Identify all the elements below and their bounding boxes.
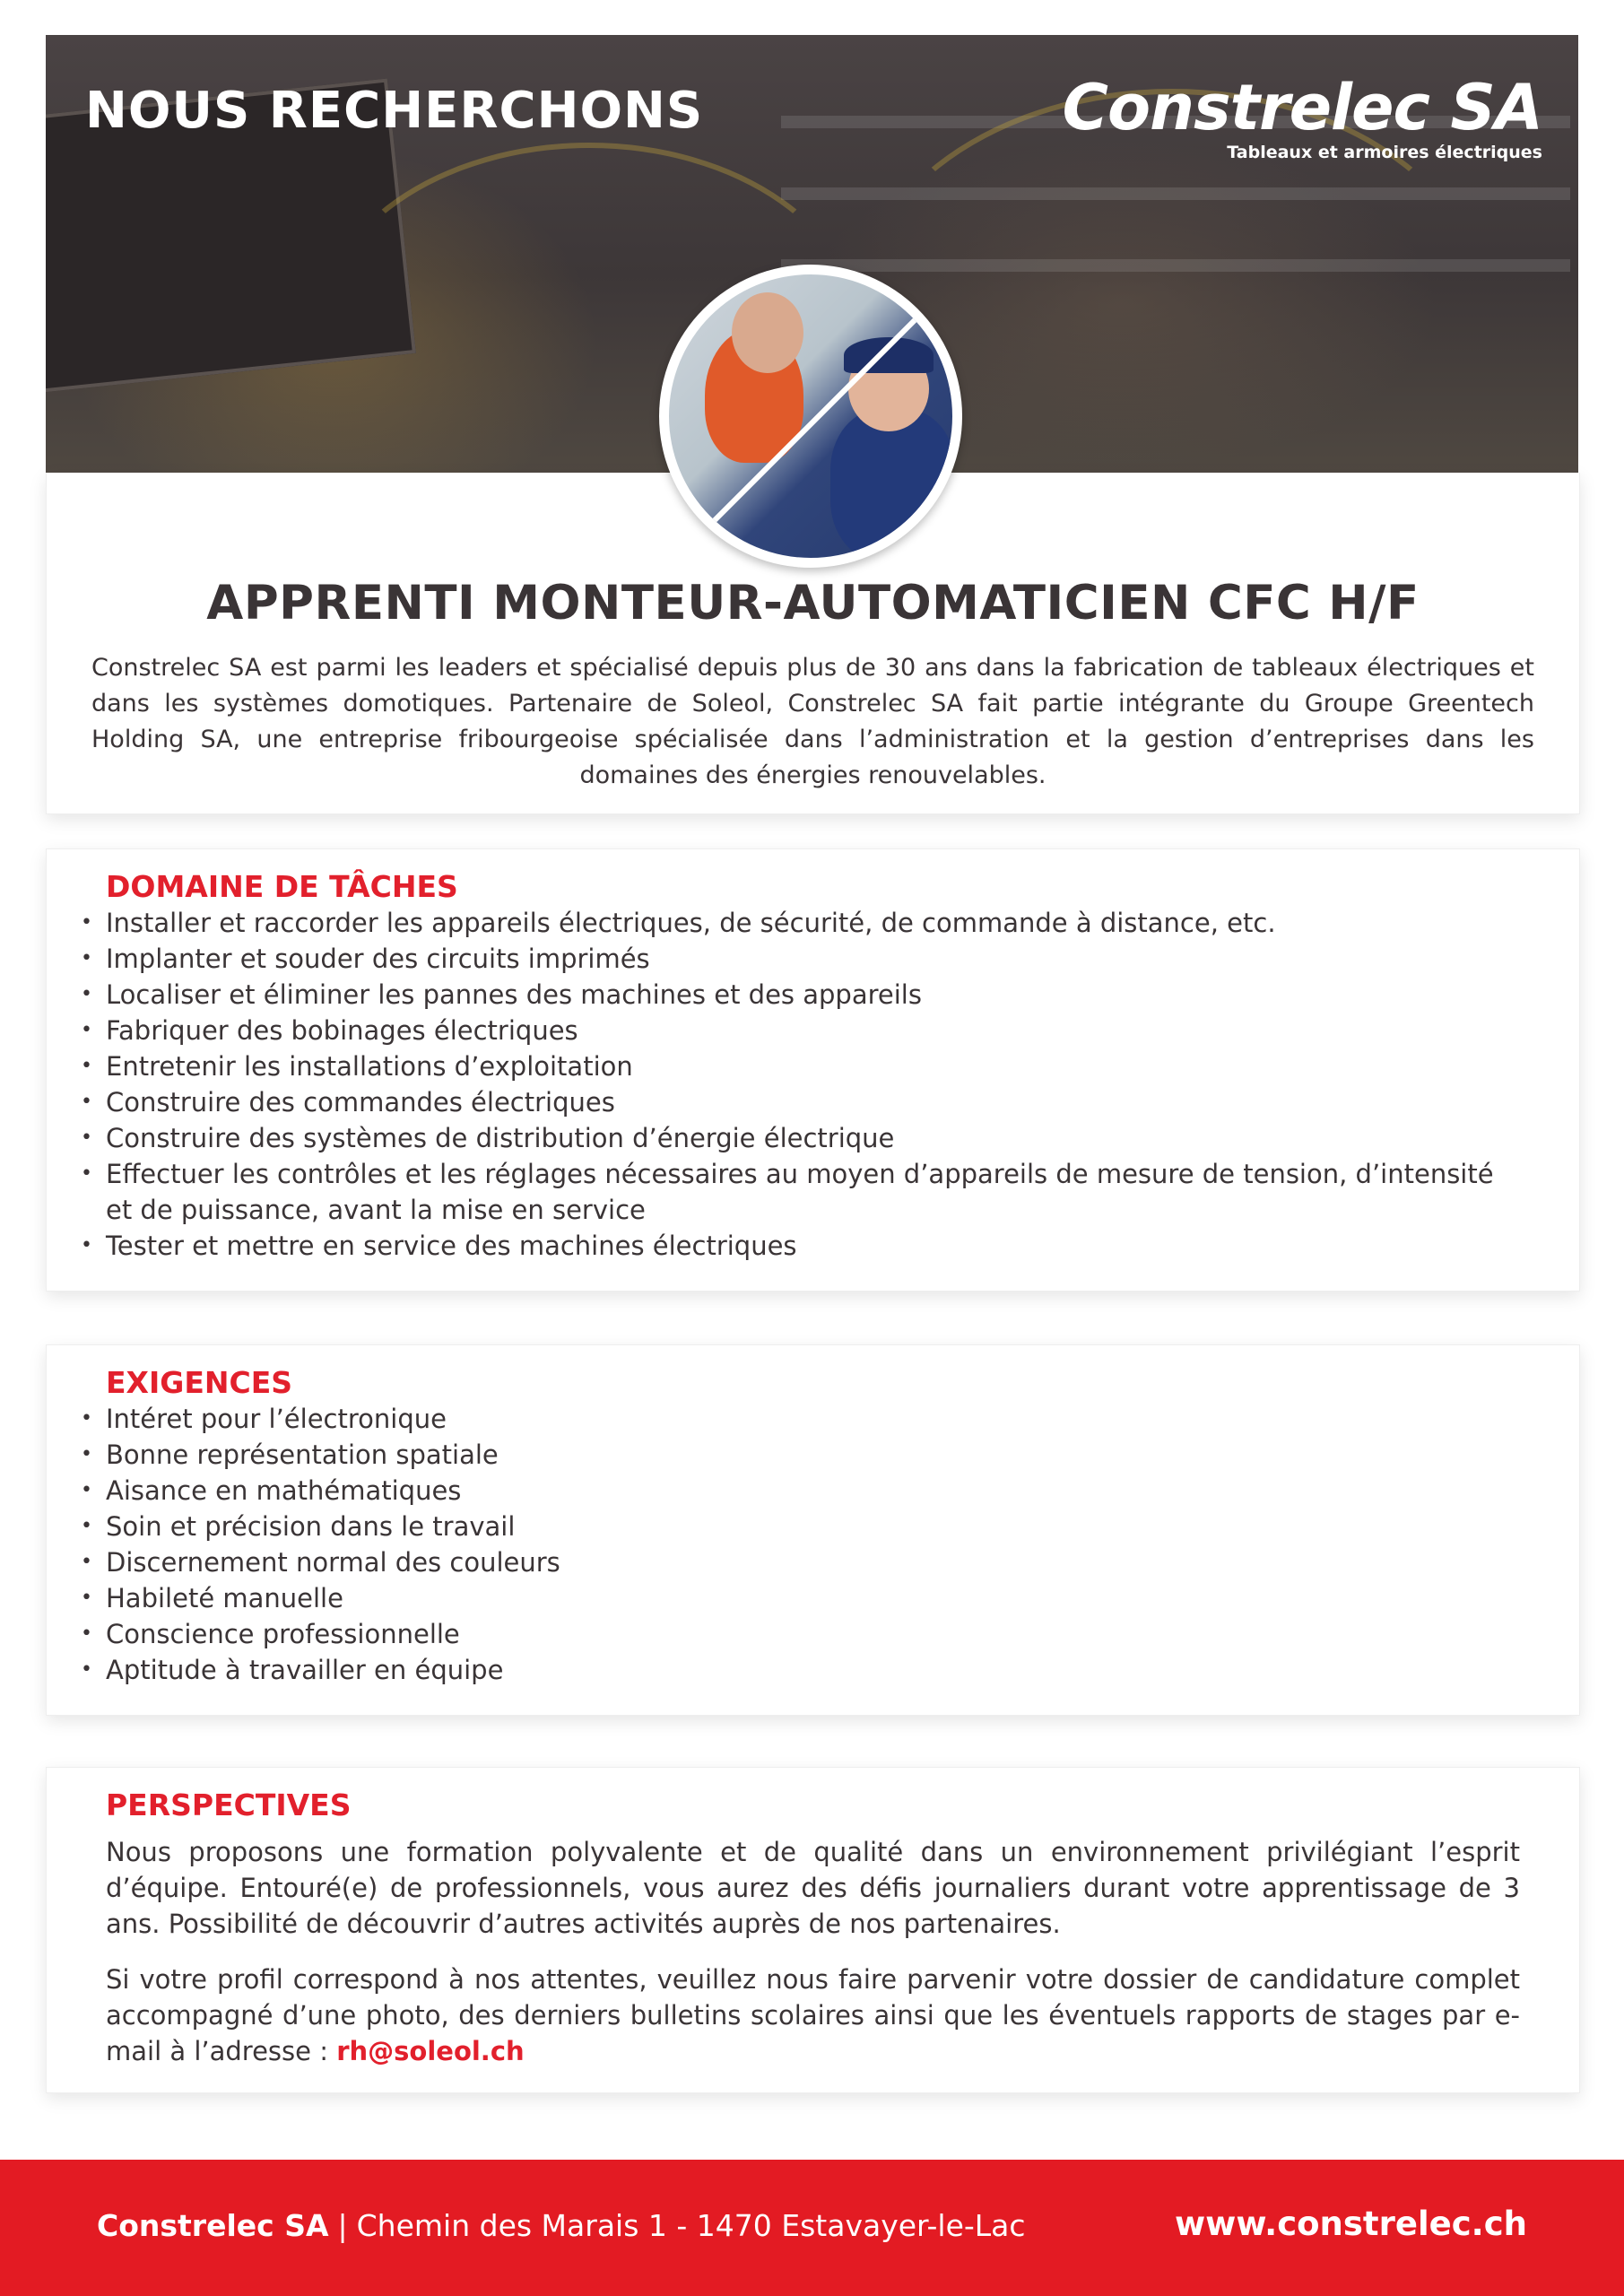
application-paragraph	[106, 1961, 1520, 2069]
logo-tagline: Tableaux et armoires électriques	[1227, 143, 1542, 162]
footer-bar	[0, 2160, 1624, 2296]
list-item: • Installer et raccorder les appareils électriques, de sécurité, de commande à distance, etc.	[106, 905, 1525, 941]
tasks-card	[46, 848, 1580, 1292]
page-heading: NOUS RECHERCHONS	[85, 82, 704, 140]
perspectives-title: PERSPECTIVES	[106, 1787, 352, 1822]
requirements-list	[47, 1401, 1579, 1688]
list-item: • Aptitude à travailler en équipe	[106, 1652, 1525, 1688]
company-description: Constrelec SA est parmi les leaders et spécialisé depuis plus de 30 ans dans la fabrication de tableaux électriques et dans les systèmes domotiques. Partenaire de Soleol, Constrelec SA fait partie intégrante du Groupe Greentech Holding SA, une entreprise fribourgeoise spécialisée dans l’administration et la gestion d’entreprises dans les domaines des énergies renouvelables.	[91, 654, 1534, 789]
list-item: • Tester et mettre en service des machines électriques	[106, 1228, 1525, 1264]
photo-image	[669, 274, 952, 558]
list-item: • Fabriquer des bobinages électriques	[106, 1013, 1525, 1048]
company-logo	[1062, 71, 1542, 162]
logo-name: Constrelec SA	[1062, 71, 1542, 144]
list-item: • Intéret pour l’électronique	[106, 1401, 1525, 1437]
email-link[interactable]: rh@soleol.ch	[336, 2036, 525, 2066]
list-item: • Conscience professionnelle	[106, 1616, 1525, 1652]
apprentice-photo	[659, 265, 962, 568]
perspectives-card	[46, 1767, 1580, 2093]
list-item: • Soin et précision dans le travail	[106, 1509, 1525, 1544]
footer-address: Chemin des Marais 1 - 1470 Estavayer-le-Lac	[356, 2208, 1026, 2243]
requirements-card	[46, 1344, 1580, 1716]
photo-figure	[732, 292, 803, 373]
list-item: • Entretenir les installations d’exploitation	[106, 1048, 1525, 1084]
job-title: APPRENTI MONTEUR-AUTOMATICIEN CFC H/F	[206, 576, 1420, 631]
footer-company: Constrelec SA	[97, 2208, 329, 2243]
footer-address-block	[97, 2208, 1026, 2244]
tasks-title: DOMAINE DE TÂCHES	[106, 869, 458, 904]
list-item: • Construire des systèmes de distribution d’énergie électrique	[106, 1120, 1525, 1156]
website-link[interactable]: www.constrelec.ch	[1174, 2205, 1527, 2243]
perspectives-paragraph: Nous proposons une formation polyvalente et de qualité dans un environnement privilégiant l’esprit d’équipe. Entouré(e) de professionnels, vous aurez des défis journaliers durant votre apprentissage de 3 ans. Possibilité de découvrir d’autres activités auprès de nos partenaires.	[106, 1837, 1520, 1939]
list-item: • Discernement normal des couleurs	[106, 1544, 1525, 1580]
list-item: • Aisance en mathématiques	[106, 1473, 1525, 1509]
list-item: • Implanter et souder des circuits imprimés	[106, 941, 1525, 977]
list-item: • Construire des commandes électriques	[106, 1084, 1525, 1120]
list-item: • Effectuer les contrôles et les réglages nécessaires au moyen d’appareils de mesure de tension, d’intensité et de puissance, avant la mise en service	[106, 1156, 1525, 1228]
list-item: • Bonne représentation spatiale	[106, 1437, 1525, 1473]
application-text: Si votre profil correspond à nos attentes, veuillez nous faire parvenir votre dossier de candidature complet accompagné d’une photo, des derniers bulletins scolaires ainsi que les éventuels rapports de stages par e-mail à l’adresse :	[106, 1964, 1520, 2066]
list-item: • Localiser et éliminer les pannes des machines et des appareils	[106, 977, 1525, 1013]
list-item: • Habileté manuelle	[106, 1580, 1525, 1616]
requirements-title: EXIGENCES	[106, 1365, 293, 1400]
footer-separator: |	[337, 2208, 348, 2243]
tasks-list	[47, 905, 1579, 1264]
